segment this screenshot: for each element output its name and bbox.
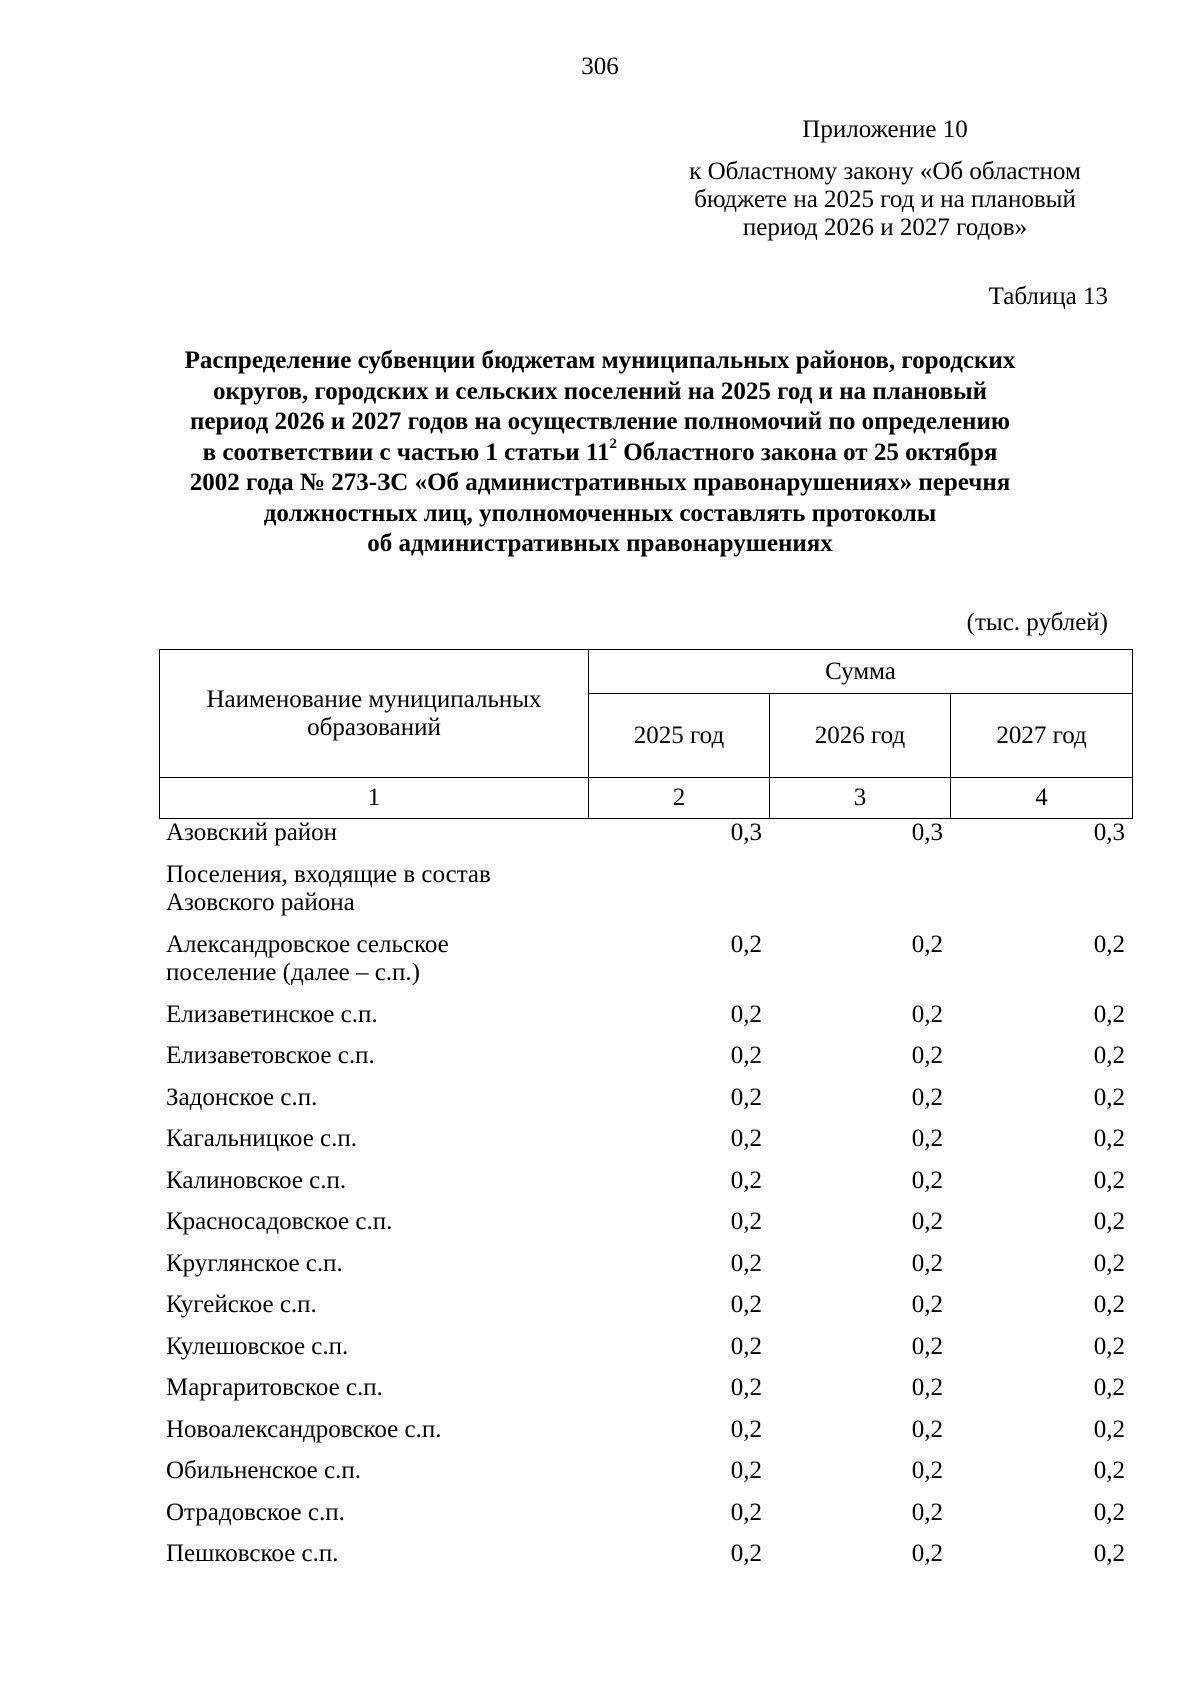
value-2027: 0,2 [1093,1374,1125,1401]
value-2025: 0,2 [730,1166,762,1194]
value-2025: 0,2 [730,1498,762,1526]
row-name: Кагальницкое с.п. [166,1125,358,1152]
value-2027: 0,2 [1093,1457,1125,1484]
header-name-column [160,650,589,778]
table-label: Таблица 13 [988,283,1108,310]
table-row [159,1250,1132,1292]
row-name: Отрадовское с.п. [166,1498,345,1526]
appendix-ref-line: к Областному закону «Об областном [689,158,1081,185]
value-2026: 0,2 [911,1208,943,1235]
value-2027: 0,2 [1093,1166,1125,1194]
value-2026: 0,2 [911,1249,943,1277]
value-2027: 0,2 [1093,1498,1125,1526]
row-name-line: Азовского района [166,888,355,916]
value-2027: 0,2 [1093,1083,1125,1111]
value-2025: 0,2 [730,1000,762,1028]
table-row [159,931,1132,1001]
row-name: Кугейское с.п. [166,1291,317,1318]
value-2025: 0,2 [730,1125,762,1152]
value-2025: 0,2 [730,1415,762,1443]
value-2026: 0,3 [911,819,943,846]
title-line: округов, городских и сельских поселений на 2025 год и на плановый [212,377,988,405]
value-2025: 0,2 [730,1208,762,1235]
value-2025: 0,2 [730,1374,762,1401]
value-2027: 0,2 [1093,1332,1125,1360]
table-row [159,819,1132,861]
table-row [159,1374,1132,1416]
table-row [159,1499,1132,1541]
row-name-line: поселение (далее – с.п.) [166,958,421,986]
row-name: Задонское с.п. [166,1083,318,1111]
value-2025: 0,2 [730,1540,762,1567]
value-2026: 0,2 [911,1166,943,1194]
appendix-ref-line: бюджете на 2025 год и на плановый [694,186,1076,213]
appendix-reference [630,158,1140,242]
column-number: 2 [589,778,770,819]
value-2026: 0,2 [911,1125,943,1152]
value-2027: 0,2 [1093,1000,1125,1028]
value-2025 [588,861,769,931]
value-2027: 0,2 [1093,930,1125,958]
header-name-line: образований [307,713,441,741]
value-2026: 0,2 [911,1083,943,1111]
value-2027: 0,3 [1093,819,1125,846]
column-number: 4 [951,778,1133,819]
value-2027: 0,2 [1093,1415,1125,1443]
row-name: Новоалександровское с.п. [166,1415,442,1443]
header-name-line: Наименование муниципальных [206,685,542,713]
title-line: Распределение субвенции бюджетам муниципальных районов, городских [184,347,1016,374]
title-line: об административных правонарушениях [367,530,833,557]
table-header [159,649,1133,819]
appendix-ref-line: период 2026 и 2027 годов» [742,214,1028,241]
title-line: должностных лиц, уполномоченных составлять протоколы [263,499,937,527]
value-2026: 0,2 [911,1332,943,1360]
row-name: Елизаветинское с.п. [166,1000,378,1028]
value-2027: 0,2 [1093,1249,1125,1277]
units-label: (тыс. рублей) [966,609,1108,636]
row-name: Красносадовское с.п. [166,1208,393,1235]
value-2027: 0,2 [1093,1291,1125,1318]
row-name: Калиновское с.п. [166,1166,347,1194]
value-2026: 0,2 [911,1540,943,1567]
value-2025: 0,2 [730,1042,762,1069]
row-name-line: Азовский район [166,819,338,846]
table-row [159,1457,1132,1499]
value-2026: 0,2 [911,1498,943,1526]
table-row [159,1291,1132,1333]
row-name: Елизаветовское с.п. [166,1042,375,1069]
row-name [159,861,588,931]
value-2027 [950,861,1132,931]
value-2027: 0,2 [1093,1125,1125,1152]
value-2025: 0,2 [730,930,762,958]
page-number: 306 [581,53,619,80]
title-line-text: в соответствии с частью 1 статьи 11 [202,438,610,466]
table-row [159,1333,1132,1375]
row-name: Маргаритовское с.п. [166,1374,383,1401]
row-name: Обильненское с.п. [166,1457,361,1484]
value-2026: 0,2 [911,930,943,958]
document-title [140,346,1060,560]
row-name: Круглянское с.п. [166,1249,343,1277]
table-row [159,1001,1132,1043]
title-line [140,438,1060,469]
title-superscript: 2 [609,436,617,453]
value-2027: 0,2 [1093,1208,1125,1235]
table-row [159,1416,1132,1458]
row-name-line: Александровское сельское [166,930,449,958]
table-row [159,1084,1132,1126]
table-row [159,1042,1132,1084]
header-year-2026: 2026 год [770,694,951,778]
table-row [159,1125,1132,1167]
row-name-line: Поселения, входящие в состав [166,860,491,888]
header-sum: Сумма [589,650,1133,694]
title-line: период 2026 и 2027 годов на осуществление полномочий по определению [190,408,1010,435]
value-2025: 0,3 [730,819,762,846]
table-row [159,1167,1132,1209]
value-2025: 0,2 [730,1083,762,1111]
value-2025: 0,2 [730,1291,762,1318]
value-2025: 0,2 [730,1249,762,1277]
value-2026: 0,2 [911,1042,943,1069]
value-2026: 0,2 [911,1374,943,1401]
value-2026: 0,2 [911,1457,943,1484]
value-2026: 0,2 [911,1415,943,1443]
value-2025: 0,2 [730,1332,762,1360]
table-row [159,1208,1132,1250]
value-2027: 0,2 [1093,1540,1125,1567]
appendix-title: Приложение 10 [802,116,968,143]
table-row [159,861,1132,931]
column-number: 1 [160,778,589,819]
value-2026: 0,2 [911,1000,943,1028]
value-2025: 0,2 [730,1457,762,1484]
row-name [159,931,588,1001]
value-2027: 0,2 [1093,1042,1125,1069]
column-number: 3 [770,778,951,819]
title-line: 2002 года № 273-ЗС «Об административных правонарушениях» перечня [189,469,1011,496]
value-2026: 0,2 [911,1291,943,1318]
value-2026 [769,861,950,931]
data-table [159,819,1132,1582]
row-name [159,819,588,861]
row-name: Пешковское с.п. [166,1540,339,1567]
title-line-text: Областного закона от 25 октября [616,438,998,466]
table-row [159,1540,1132,1582]
row-name: Кулешовское с.п. [166,1332,349,1360]
header-year-2025: 2025 год [589,694,770,778]
header-year-2027: 2027 год [951,694,1133,778]
